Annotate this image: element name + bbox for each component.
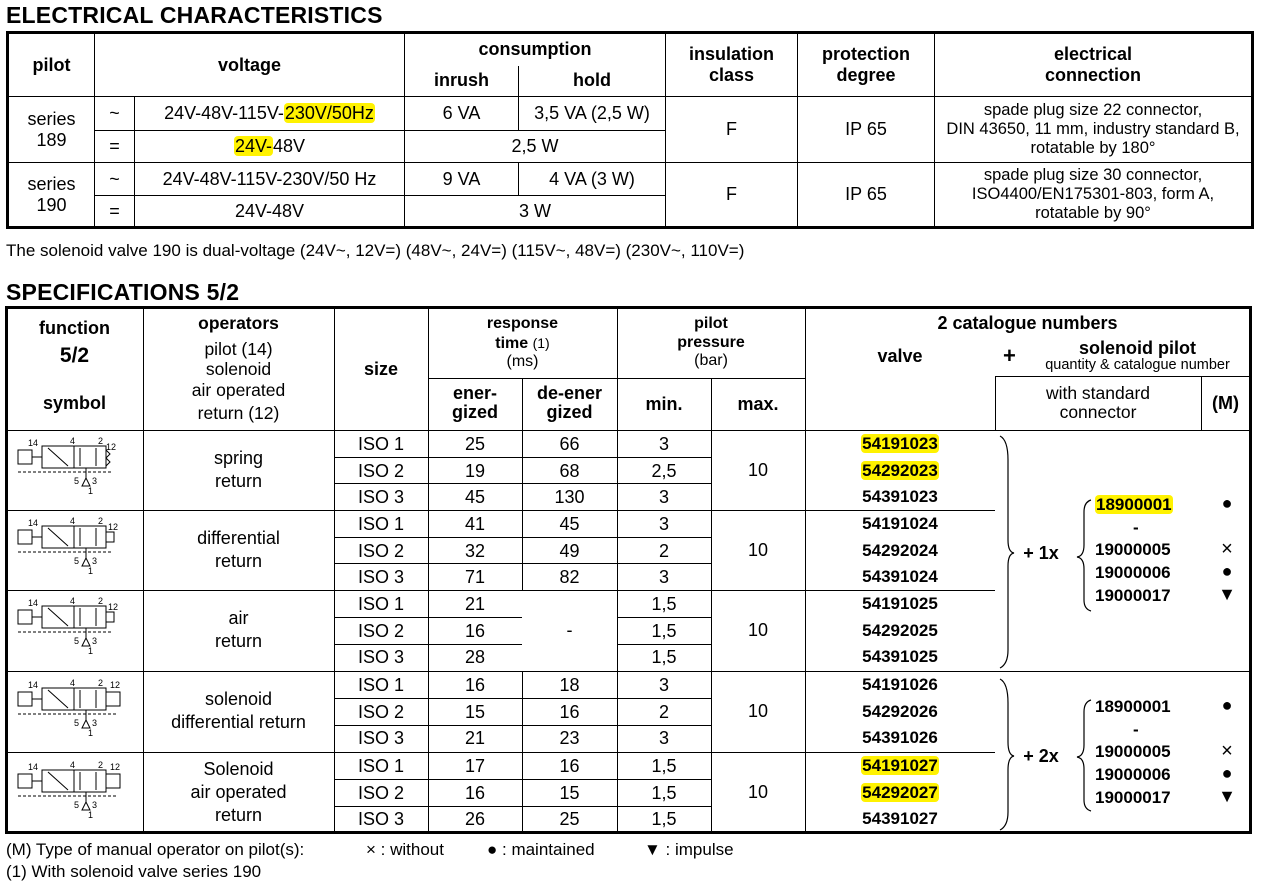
energized-cell: 16 <box>464 782 486 803</box>
min-pressure-cell: 3 <box>658 567 669 588</box>
svg-text:5: 5 <box>74 800 80 810</box>
size-cell: ISO 3 <box>357 487 405 508</box>
series-189-ac-hold: 3,5 VA (2,5 W) <box>519 97 666 131</box>
series-189-dc-voltage: 24V-48V <box>135 131 405 163</box>
svg-text:12: 12 <box>108 522 119 532</box>
deenergized-cell: - <box>566 620 573 640</box>
pilot-number <box>1095 765 1171 785</box>
valve-number <box>830 567 970 587</box>
hdr-min: min. <box>645 394 683 414</box>
valve-number-text: 54191027 <box>862 756 938 775</box>
size-cell: ISO 2 <box>357 620 405 641</box>
pilot-number-text: 19000017 <box>1095 586 1171 605</box>
min-pressure-cell: 3 <box>658 487 669 508</box>
svg-text:14: 14 <box>28 518 39 528</box>
pilot-number <box>1095 742 1171 762</box>
hdr-protection: protection degree <box>798 33 935 97</box>
size-cell: ISO 3 <box>357 647 405 668</box>
hdr-with-standard-connector: with standard connector <box>1045 383 1151 422</box>
deenergized-cell: 15 <box>559 782 580 803</box>
hdr-valve: valve <box>877 346 923 366</box>
size-cell: ISO 1 <box>357 514 405 534</box>
hdr-size: size <box>363 359 399 379</box>
hdr-deenergized: de-ener gized <box>536 383 603 422</box>
return-type: return <box>214 804 263 825</box>
min-pressure-cell: 3 <box>658 728 669 749</box>
svg-text:2: 2 <box>98 678 104 688</box>
valve-number-text: 54292027 <box>862 782 938 802</box>
dc-symbol: = <box>95 131 135 163</box>
deenergized-cell: 45 <box>559 514 580 534</box>
svg-text:12: 12 <box>110 680 121 690</box>
series-189-dc-consumption: 2,5 W <box>405 131 666 163</box>
series-190-dc-voltage: 24V-48V <box>135 196 405 228</box>
size-cell: ISO 2 <box>357 540 405 561</box>
pilot-number <box>1095 495 1173 515</box>
svg-text:3: 3 <box>92 556 98 566</box>
svg-text:2: 2 <box>98 436 104 446</box>
valve-number <box>830 783 970 803</box>
hdr-qty-catalogue: quantity & catalogue number <box>1045 357 1230 373</box>
min-pressure-cell: 1,5 <box>651 756 677 776</box>
svg-text:4: 4 <box>70 436 76 446</box>
min-pressure-cell: 3 <box>658 675 669 695</box>
series-189-insulation: F <box>666 97 798 163</box>
return-type: spring <box>213 448 264 468</box>
size-cell: ISO 1 <box>357 675 405 695</box>
series-190-label: series 190 <box>8 163 95 228</box>
return-type: air <box>228 608 249 628</box>
hdr-function-value: 5/2 <box>59 344 90 367</box>
pilot-number <box>1095 586 1171 606</box>
max-pressure-cell: 10 <box>747 620 769 640</box>
pilot-number-text: - <box>1133 720 1139 739</box>
energized-cell: 32 <box>464 540 486 561</box>
size-cell: ISO 2 <box>357 782 405 803</box>
hdr-symbol: symbol <box>42 393 107 413</box>
series-189-connection: spade plug size 22 connector, DIN 43650, 11 mm, industry standard B, rotatable by 180° <box>935 97 1253 163</box>
hdr-insulation: insulation class <box>666 33 798 97</box>
min-pressure-cell: 2 <box>658 540 669 561</box>
energized-cell: 16 <box>464 675 486 695</box>
series-190-ac-inrush: 9 VA <box>405 163 519 196</box>
max-pressure-cell: 10 <box>747 460 769 480</box>
min-pressure-cell: 3 <box>658 434 669 454</box>
hdr-max: max. <box>737 394 779 414</box>
series-189-protection: IP 65 <box>798 97 935 163</box>
legend-impulse: ▼ : impulse <box>644 840 734 859</box>
series-190-protection: IP 65 <box>798 163 935 228</box>
valve-number-text: 54292024 <box>862 540 938 560</box>
svg-text:2: 2 <box>98 516 104 526</box>
manual-operator-icon: ▼ <box>1218 786 1236 806</box>
ac-symbol: ~ <box>95 97 135 131</box>
return-type: differential return <box>171 712 306 732</box>
svg-text:12: 12 <box>110 762 121 772</box>
svg-text:1: 1 <box>88 566 94 576</box>
valve-number-text: 54292026 <box>862 701 938 721</box>
valve-number-text: 54292023 <box>862 460 938 480</box>
valve-number-text: 54191023 <box>862 434 938 453</box>
size-cell: ISO 1 <box>357 756 405 776</box>
pilot-number-text: 19000006 <box>1095 563 1171 582</box>
hdr-inrush: inrush <box>405 66 519 97</box>
min-pressure-cell: 2 <box>658 701 669 722</box>
valve-number <box>830 809 970 829</box>
manual-operator-icon: × <box>1221 740 1233 762</box>
svg-text:2: 2 <box>98 596 104 606</box>
deenergized-cell: 16 <box>559 756 580 776</box>
pilot-number <box>1133 720 1139 740</box>
deenergized-cell: 82 <box>559 567 580 588</box>
deenergized-cell: 49 <box>559 540 580 561</box>
deenergized-cell: 16 <box>559 701 580 722</box>
pilot-number-text: 19000017 <box>1095 788 1171 807</box>
hdr-plus: + <box>1003 343 1016 368</box>
valve-number <box>830 514 970 534</box>
valve-number <box>830 756 970 776</box>
max-pressure-cell: 10 <box>747 782 769 802</box>
svg-text:3: 3 <box>92 476 98 486</box>
hdr-hold: hold <box>519 66 666 97</box>
energized-cell: 45 <box>464 487 486 508</box>
pilot-number-text: 19000005 <box>1095 540 1171 559</box>
valve-number-text: 54191025 <box>862 594 938 613</box>
pilot-number-text: 18900001 <box>1096 495 1172 514</box>
valve-number <box>830 675 970 695</box>
svg-text:14: 14 <box>28 598 39 608</box>
return-type: Solenoid <box>203 758 274 779</box>
size-cell: ISO 3 <box>357 567 405 588</box>
pilot-number-text: 18900001 <box>1095 697 1171 716</box>
hdr-pilot: pilot <box>8 33 95 97</box>
valve-number-text: 54391024 <box>862 567 938 587</box>
valve-number-text: 54391027 <box>862 809 938 829</box>
svg-text:5: 5 <box>74 476 80 486</box>
series-190-ac-hold: 4 VA (3 W) <box>519 163 666 196</box>
svg-text:4: 4 <box>70 678 76 688</box>
svg-text:14: 14 <box>28 762 39 772</box>
min-pressure-cell: 3 <box>658 514 669 534</box>
valve-number <box>830 702 970 722</box>
svg-text:1: 1 <box>88 728 94 738</box>
valve-number-text: 54391025 <box>862 647 938 667</box>
min-pressure-cell: 1,5 <box>651 594 677 614</box>
svg-text:5: 5 <box>74 556 80 566</box>
min-pressure-cell: 1,5 <box>651 620 677 641</box>
manual-operator-icon: ● <box>1221 695 1233 715</box>
min-pressure-cell: 1,5 <box>651 809 677 830</box>
hdr-energized: ener- gized <box>451 383 498 422</box>
pilot-quantity: + 2x <box>1023 746 1059 766</box>
deenergized-cell: 130 <box>554 487 585 508</box>
legend-without: × : without <box>366 840 444 859</box>
svg-text:1: 1 <box>88 646 94 656</box>
pilot-number <box>1095 563 1171 583</box>
pilot-number <box>1095 697 1171 717</box>
hdr-solenoid-pilot: solenoid pilot <box>1079 338 1196 358</box>
min-pressure-cell: 1,5 <box>651 782 677 803</box>
energized-cell: 21 <box>464 594 486 614</box>
energized-cell: 26 <box>464 809 486 830</box>
svg-text:4: 4 <box>70 596 76 606</box>
energized-cell: 71 <box>464 567 486 588</box>
max-pressure-cell: 10 <box>747 701 769 721</box>
dc-symbol: = <box>95 196 135 228</box>
valve-number-text: 54191026 <box>862 675 938 694</box>
manual-operator-icon: ● <box>1221 493 1233 513</box>
energized-cell: 15 <box>464 701 486 722</box>
svg-text:5: 5 <box>74 636 80 646</box>
return-type: solenoid <box>204 689 273 709</box>
return-type: return <box>214 471 263 491</box>
return-type: return <box>214 631 263 651</box>
return-type: return <box>214 551 263 571</box>
manual-operator-icon: × <box>1221 538 1233 560</box>
valve-number <box>830 434 970 454</box>
svg-text:12: 12 <box>106 442 117 452</box>
legend-maintained: ● : maintained <box>487 840 595 859</box>
valve-number <box>830 461 970 481</box>
max-pressure-cell: 10 <box>747 540 769 560</box>
series-190-insulation: F <box>666 163 798 228</box>
series-189-label: series 189 <box>8 97 95 163</box>
svg-text:4: 4 <box>70 516 76 526</box>
size-cell: ISO 3 <box>357 728 405 749</box>
pilot-number-text: 19000006 <box>1095 765 1171 784</box>
hdr-response-time: response time (1) (ms) <box>486 315 559 370</box>
energized-cell: 17 <box>464 756 486 776</box>
hdr-operators: operators pilot (14) solenoid air operated return (12) <box>191 313 286 423</box>
manual-operator-icon: ● <box>1221 763 1233 783</box>
pilot-number-text: 19000005 <box>1095 742 1171 761</box>
dual-voltage-note: The solenoid valve 190 is dual-voltage (24V~, 12V=) (48V~, 24V=) (115V~, 48V=) (230V~, 110V=) <box>6 241 745 260</box>
hdr-voltage: voltage <box>95 33 405 97</box>
deenergized-cell: 23 <box>559 728 580 749</box>
size-cell: ISO 1 <box>357 434 405 454</box>
deenergized-cell: 18 <box>559 675 580 695</box>
valve-number <box>830 621 970 641</box>
series-190-ac-voltage: 24V-48V-115V-230V/50 Hz <box>135 163 405 196</box>
svg-text:12: 12 <box>108 602 119 612</box>
return-type: air operated <box>190 781 287 802</box>
valve-symbols <box>18 436 120 820</box>
size-cell: ISO 2 <box>357 460 405 481</box>
series-190-connection: spade plug size 30 connector, ISO4400/EN175301-803, form A, rotatable by 90° <box>935 163 1253 228</box>
valve-number-text: 54391023 <box>862 487 938 507</box>
energized-cell: 21 <box>464 728 486 749</box>
pilot-number <box>1133 518 1139 538</box>
hdr-pilot-pressure: pilot pressure (bar) <box>677 315 745 369</box>
energized-cell: 28 <box>464 647 486 668</box>
valve-number <box>830 541 970 561</box>
min-pressure-cell: 2,5 <box>651 460 677 481</box>
deenergized-cell: 25 <box>559 809 580 830</box>
hdr-m: (M) <box>1212 393 1239 413</box>
valve-number <box>830 487 970 507</box>
min-pressure-cell: 1,5 <box>651 647 677 668</box>
electrical-title: ELECTRICAL CHARACTERISTICS <box>6 2 383 28</box>
size-cell: ISO 2 <box>357 701 405 722</box>
size-cell: ISO 3 <box>357 809 405 830</box>
manual-operator-icon: ● <box>1221 561 1233 581</box>
pilot-number-text: - <box>1133 518 1139 537</box>
svg-text:3: 3 <box>92 800 98 810</box>
return-type: differential <box>197 528 280 548</box>
manual-operator-icon: ▼ <box>1218 584 1236 604</box>
hdr-catalogue: 2 catalogue numbers <box>937 313 1118 333</box>
energized-cell: 25 <box>464 434 486 454</box>
pilot-quantity: + 1x <box>1023 543 1059 563</box>
svg-text:1: 1 <box>88 486 94 496</box>
pilot-number <box>1095 788 1171 808</box>
valve-number <box>830 647 970 667</box>
pilot-number <box>1095 540 1171 560</box>
hdr-function: function <box>39 318 110 338</box>
energized-cell: 19 <box>464 460 486 481</box>
svg-text:3: 3 <box>92 636 98 646</box>
valve-number <box>830 594 970 614</box>
svg-text:3: 3 <box>92 718 98 728</box>
series-190-dc-consumption: 3 W <box>405 196 666 228</box>
series-189-ac-voltage: 24V-48V-115V-230V/50Hz <box>135 97 405 131</box>
valve-number-text: 54391026 <box>862 728 938 748</box>
hdr-electrical-connection: electrical connection <box>935 33 1253 97</box>
svg-text:2: 2 <box>98 760 104 770</box>
legend-prefix: (M) Type of manual operator on pilot(s): <box>6 840 305 859</box>
deenergized-cell: 66 <box>559 434 580 454</box>
svg-text:14: 14 <box>28 680 39 690</box>
hdr-consumption: consumption <box>405 33 666 66</box>
ac-symbol: ~ <box>95 163 135 196</box>
svg-text:14: 14 <box>28 438 39 448</box>
svg-text:5: 5 <box>74 718 80 728</box>
energized-cell: 41 <box>464 514 486 534</box>
valve-number-text: 54191024 <box>862 514 938 533</box>
valve-number-text: 54292025 <box>862 620 938 640</box>
deenergized-cell: 68 <box>559 460 580 481</box>
svg-text:4: 4 <box>70 760 76 770</box>
series-189-ac-inrush: 6 VA <box>405 97 519 131</box>
valve-number <box>830 728 970 748</box>
specifications-title: SPECIFICATIONS 5/2 <box>6 279 240 305</box>
svg-text:1: 1 <box>88 810 94 820</box>
energized-cell: 16 <box>464 620 486 641</box>
size-cell: ISO 1 <box>357 594 405 614</box>
footnote: (1) With solenoid valve series 190 <box>6 862 262 881</box>
